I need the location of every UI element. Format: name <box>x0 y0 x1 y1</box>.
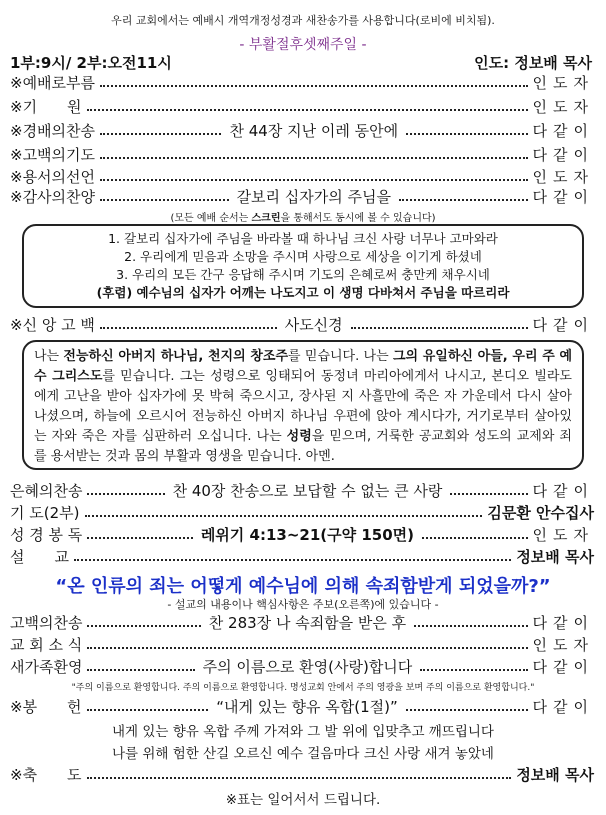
order-row-assurance-pardon <box>10 166 594 187</box>
order-who: 김문환 안수집사 <box>487 504 594 522</box>
dot-leader <box>399 199 528 201</box>
order-label: 성 경 봉 독 <box>10 526 83 544</box>
order-label: ※용서의선언 <box>10 168 96 186</box>
dot-leader <box>100 179 527 181</box>
order-middle: 갈보리 십자가의 주님을 <box>236 188 391 206</box>
order-middle: 주의 이름으로 환영(사랑)합니다 <box>202 658 413 676</box>
order-who: 인도자 <box>532 168 594 186</box>
dot-leader <box>87 777 512 779</box>
sermon-title: “온 인류의 죄는 어떻게 예수님에 의해 속죄함받게 되었을까?” <box>55 576 551 597</box>
order-who: 인도자 <box>532 74 594 92</box>
screen-note: (모든 예배 순서는 스크린을 통해서도 동시에 볼 수 있습니다) <box>170 213 436 224</box>
lyric-line: 1. 갈보리 십자가에 주님을 바라볼 때 하나님 크신 사랑 너무나 고마와라 <box>108 231 498 246</box>
dot-leader <box>422 537 528 539</box>
order-label: 교 회 소 식 <box>10 636 83 654</box>
worship-leader: 인도: 정보배 목사 <box>474 54 592 72</box>
order-middle: 찬 40장 찬송으로 보답할 수 없는 큰 사랑 <box>172 482 443 500</box>
bible-hymnal-notice: 우리 교회에서는 예배시 개역개정성경과 새찬송가를 사용합니다(로비에 비치됨). <box>111 14 495 27</box>
order-who: 다같이 <box>532 188 595 206</box>
order-who: 인도자 <box>532 98 594 116</box>
apostles-creed-box: 나는 전능하신 아버지 하나님, 천지의 창조주를 믿습니다. 나는 그의 유일하신 아들, 우리 주 예수 그리스도를 믿습니다. 그는 성령으로 잉태되어 동정녀 마리아에게서 나시고, 본디오 빌라도에게 고난을 받아 십자가에 못 박혀 죽으시고, 장사된 지 사흘만에 죽은 자 가운데서 다시 살아나셨으며, 하늘에 오르시어 전능하신 아버지 하나님 우편에 앉아 계시다가, 거기로부터 살아있는 자와 죽은 자를 심판하러 오십니다. 나는 성령을 믿으며, 거룩한 공교회와 성도의 교제와 죄를 용서받는 것과 몸의 부활과 영생을 믿습니다. 아멘. <box>22 340 584 470</box>
dot-leader <box>85 515 483 517</box>
sermon-note: - 설교의 내용이나 핵심사항은 주보(오른쪽)에 있습니다 - <box>167 598 439 611</box>
order-row-confession-prayer <box>10 144 594 165</box>
order-row-prayer <box>10 502 594 523</box>
order-label: 은혜의찬송 <box>10 482 83 500</box>
order-label: ※축 도 <box>10 766 82 784</box>
dot-leader <box>87 669 194 671</box>
order-who: 다같이 <box>532 698 594 716</box>
order-who: 인도자 <box>532 526 595 544</box>
lyric-line: 2. 우리에게 믿음과 소망을 주시며 사랑으로 세상을 이기게 하셨네 <box>124 249 482 264</box>
order-row-sermon <box>10 546 594 567</box>
dot-leader <box>450 493 527 495</box>
order-who: 정보배 목사 <box>516 766 594 784</box>
order-label: ※신 앙 고 백 <box>10 316 95 334</box>
lyric-line: 3. 우리의 모든 간구 응답해 주시며 기도의 은혜로써 충만케 채우시네 <box>116 267 490 282</box>
dot-leader <box>87 625 200 627</box>
offering-lyric-line: 나를 위해 험한 산길 오르신 예수 걸음마다 크신 사랑 새겨 놓았네 <box>112 746 494 762</box>
dot-leader <box>406 133 527 135</box>
dot-leader <box>87 109 528 111</box>
order-label: 새가족환영 <box>10 658 83 676</box>
order-label: ※예배로부름 <box>10 74 96 92</box>
offering-lyric-line: 내게 있는 향유 옥합 주께 가져와 그 발 위에 입맞추고 깨뜨립니다 <box>112 724 494 740</box>
dot-leader <box>351 327 528 329</box>
order-label: ※감사의찬양 <box>10 188 96 206</box>
lyric-chorus: (후렴) 예수님의 십자가 어깨는 나도지고 이 생명 다바쳐서 주님을 따르리라 <box>96 285 510 300</box>
sunday-subtitle: - 부활절후셋째주일 - <box>239 37 367 53</box>
order-who: 다같이 <box>532 482 595 500</box>
order-middle: 레위기 4:13~21(구약 150면) <box>200 526 414 544</box>
order-who: 다같이 <box>532 146 594 164</box>
dot-leader <box>87 709 209 711</box>
welcome-song-note: "주의 이름으로 환영합니다. 주의 이름으로 환영합니다. 명성교회 안에서 주의 영광을 보며 주의 이름으로 환영합니다." <box>71 683 535 693</box>
dot-leader <box>420 669 527 671</box>
order-row-benediction <box>10 764 594 785</box>
order-label: 설 교 <box>10 548 69 566</box>
order-row-invocation <box>10 96 594 117</box>
order-row-church-news <box>10 634 594 655</box>
dot-leader <box>87 647 527 649</box>
dot-leader <box>100 85 527 87</box>
order-row-confession-hymn <box>10 612 594 633</box>
order-middle: 찬 283장 나 속죄함을 받은 후 <box>208 614 407 632</box>
order-label: ※기 원 <box>10 98 82 116</box>
dot-leader <box>100 327 277 329</box>
order-middle: “내게 있는 향유 옥합(1절)” <box>216 698 398 716</box>
order-who: 다같이 <box>532 122 594 140</box>
order-who: 정보배 목사 <box>516 548 594 566</box>
order-row-creed <box>10 314 594 335</box>
dot-leader <box>74 559 511 561</box>
dot-leader <box>100 157 527 159</box>
order-row-newcomer-welcome <box>10 656 594 677</box>
order-label: 기 도(2부) <box>10 504 80 522</box>
standing-note: ※표는 일어서서 드립니다. <box>225 792 381 808</box>
service-times: 1부:9시/ 2부:오전11시 <box>10 54 172 72</box>
order-label: ※고백의기도 <box>10 146 96 164</box>
order-row-call-to-worship <box>10 72 594 93</box>
order-row-thanksgiving-praise <box>10 186 594 207</box>
order-middle: 사도신경 <box>284 316 343 334</box>
order-row-adoration-hymn <box>10 120 594 141</box>
dot-leader <box>406 709 528 711</box>
order-label: ※봉 헌 <box>10 698 82 716</box>
order-who: 다같이 <box>532 658 594 676</box>
dot-leader <box>87 537 193 539</box>
order-who: 다같이 <box>532 316 595 334</box>
dot-leader <box>100 199 229 201</box>
order-who: 인도자 <box>532 636 594 654</box>
dot-leader <box>100 133 221 135</box>
praise-lyrics-box <box>22 224 584 308</box>
order-row-offering <box>10 696 594 717</box>
order-label: 고백의찬송 <box>10 614 83 632</box>
order-row-grace-hymn <box>10 480 594 501</box>
order-middle: 찬 44장 지난 이레 동안에 <box>229 122 399 140</box>
dot-leader <box>87 493 164 495</box>
order-label: ※경배의찬송 <box>10 122 96 140</box>
dot-leader <box>414 625 527 627</box>
order-who: 다같이 <box>532 614 594 632</box>
order-row-scripture-reading <box>10 524 594 545</box>
